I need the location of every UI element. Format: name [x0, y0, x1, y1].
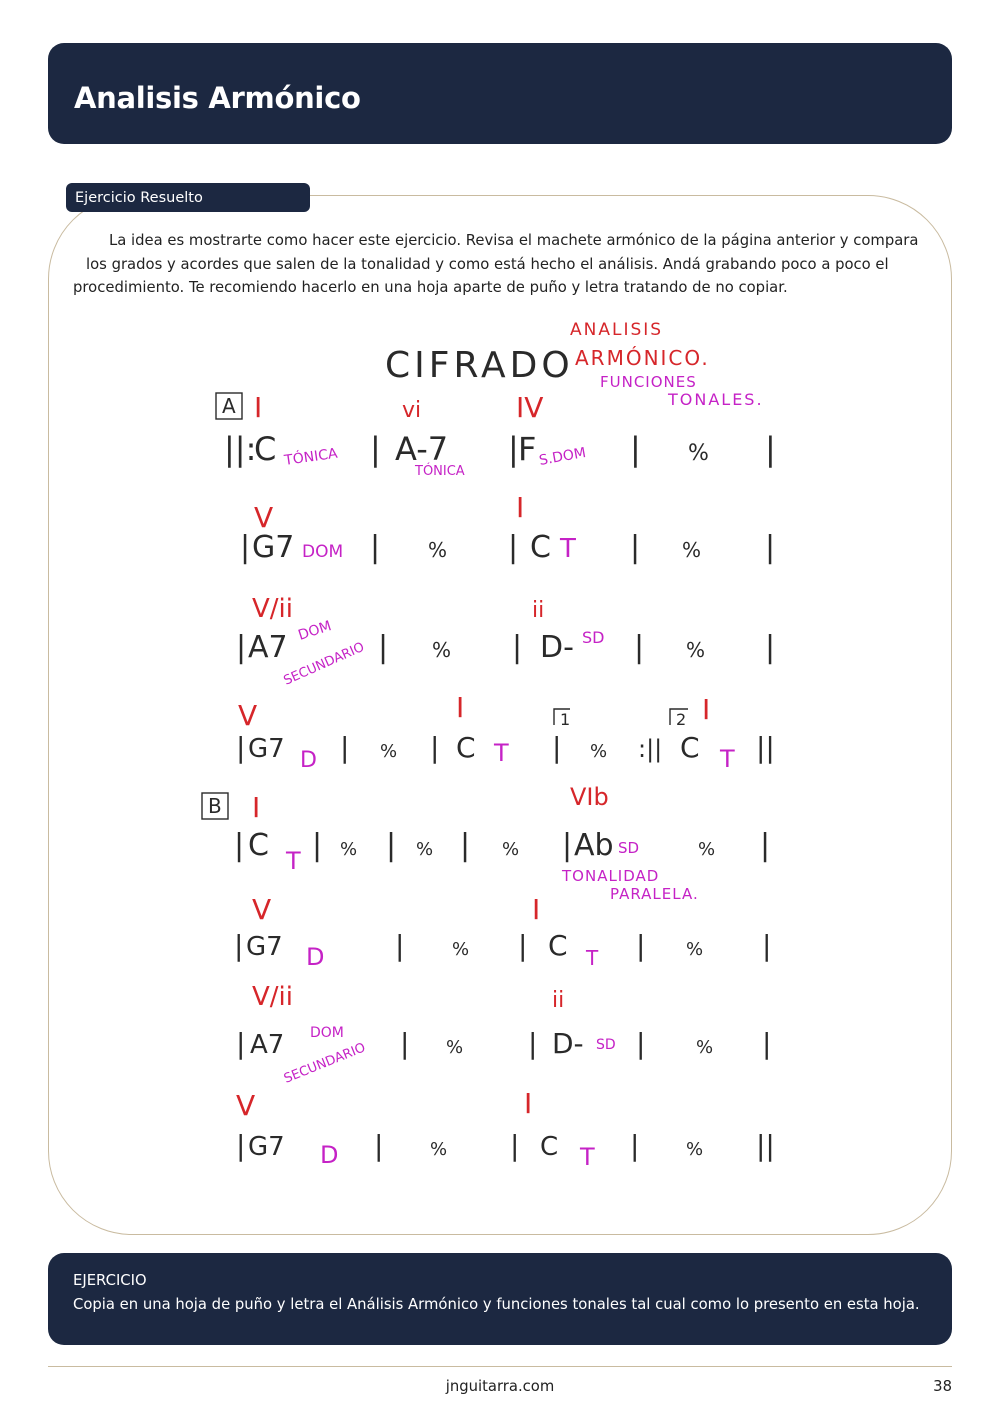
chord-g7: G7: [248, 734, 285, 764]
degree-i: I: [516, 491, 525, 524]
degree-v-of-ii: V/ii: [252, 982, 293, 1012]
degree-i: I: [254, 391, 263, 424]
chord-dm: D-: [540, 630, 574, 665]
degree-ii: ii: [532, 598, 545, 623]
function-sdom: S.DOM: [537, 444, 588, 469]
simile: %: [432, 638, 452, 662]
barline: |: [765, 530, 776, 565]
chord-c: C: [540, 1132, 559, 1162]
simile: %: [688, 441, 709, 466]
barline: |: [312, 828, 323, 863]
barline: |: [370, 430, 381, 468]
barline: |: [762, 1027, 772, 1060]
barline: |: [236, 1129, 246, 1162]
page-title: Analisis Armónico: [74, 81, 361, 115]
degree-i: I: [252, 791, 261, 824]
chord-g7: G7: [248, 1132, 285, 1162]
degree-bvi: VIb: [570, 783, 609, 811]
page-header: [48, 43, 952, 144]
sheet-title: CIFRADO: [385, 345, 574, 386]
section-tab: [66, 183, 310, 212]
barline: |: [374, 1129, 384, 1162]
barline: |: [518, 929, 528, 962]
barline: |: [400, 1027, 410, 1060]
exercise-title: EJERCICIO: [73, 1272, 147, 1289]
barline: |: [636, 929, 646, 962]
barline: |: [395, 929, 405, 962]
barline: |: [430, 731, 440, 764]
exercise-text: Copia en una hoja de puño y letra el Análisis Armónico y funciones tonales tal cual como lo presento en esta hoja.: [73, 1296, 920, 1313]
section-tab-label: Ejercicio Resuelto: [75, 190, 203, 206]
chord-am7: A-7: [395, 430, 449, 468]
function-t: T: [586, 946, 599, 970]
degree-v: V: [236, 1089, 256, 1122]
function-t: T: [560, 534, 576, 564]
barline: |: [386, 828, 397, 863]
simile: %: [696, 1037, 714, 1058]
chord-c: C: [530, 530, 551, 565]
chord-c: C: [680, 731, 700, 764]
barline: |: [634, 630, 645, 665]
function-tonica: TÓNICA: [283, 445, 339, 469]
simile: %: [682, 538, 702, 562]
function-sd: SD: [596, 1037, 616, 1053]
chord-c: C: [254, 430, 277, 468]
function-t: T: [720, 745, 735, 773]
function-t: T: [494, 739, 509, 767]
simile: %: [428, 538, 448, 562]
barline: |: [234, 929, 244, 962]
simile: %: [590, 741, 608, 762]
chord-g7: G7: [246, 932, 283, 962]
barline: |: [240, 530, 251, 565]
function-tonalidad: TONALIDAD: [562, 867, 660, 885]
handwritten-analysis: [190, 305, 810, 1185]
function-dom-secondary: DOM: [310, 1025, 344, 1041]
degree-ii: ii: [552, 988, 565, 1013]
barline: |: [236, 1027, 246, 1060]
simile: %: [380, 741, 398, 762]
function-d: D: [306, 943, 325, 971]
repeat-end: :||: [638, 735, 663, 763]
barline: |: [340, 731, 350, 764]
simile: %: [446, 1037, 464, 1058]
degree-vi: vi: [402, 398, 422, 423]
barline: |: [528, 1027, 538, 1060]
footer-divider: [48, 1366, 952, 1367]
intro-line-3: procedimiento. Te recomiendo hacerlo en una hoja aparte de puño y letra tratando de no copiar.: [73, 279, 788, 296]
barline: |: [460, 828, 471, 863]
ending-2-label: 2: [676, 710, 687, 729]
function-sd: SD: [582, 628, 605, 647]
function-secundario: SECUNDARIO: [281, 639, 367, 689]
simile: %: [430, 1139, 448, 1160]
barline: |: [508, 430, 519, 468]
chord-c: C: [456, 731, 476, 764]
function-dom: DOM: [302, 542, 344, 562]
degree-iv: IV: [516, 391, 544, 424]
barline: |: [512, 630, 523, 665]
section-a-label: A: [222, 394, 236, 418]
chord-ab: Ab: [574, 828, 614, 863]
sheet-heading-funciones: FUNCIONES: [600, 373, 697, 391]
ending-1-label: 1: [560, 710, 571, 729]
final-barline: ||: [756, 1129, 775, 1162]
repeat-start: ||:: [224, 430, 257, 468]
barline: |: [510, 1129, 520, 1162]
function-tonica: TÓNICA: [415, 464, 465, 479]
barline: |: [508, 530, 519, 565]
degree-i: I: [702, 693, 711, 726]
section-b-label: B: [208, 794, 222, 818]
degree-i: I: [532, 893, 541, 926]
function-d: D: [300, 748, 317, 773]
barline: |: [378, 630, 389, 665]
barline: |: [630, 430, 641, 468]
barline: |: [236, 731, 246, 764]
barline: |: [236, 630, 247, 665]
chord-a7: A7: [250, 1030, 285, 1060]
barline: |: [760, 828, 771, 863]
degree-v-of-ii: V/ii: [252, 594, 293, 624]
exercise-box: [48, 1253, 952, 1345]
simile: %: [452, 939, 470, 960]
simile: %: [340, 839, 358, 860]
degree-i: I: [524, 1087, 533, 1120]
simile: %: [698, 839, 716, 860]
final-barline: ||: [756, 731, 775, 764]
degree-v: V: [252, 893, 272, 926]
function-sd: SD: [618, 839, 640, 857]
barline: |: [562, 828, 573, 863]
simile: %: [686, 939, 704, 960]
page-number: 38: [933, 1378, 952, 1395]
barline: |: [762, 929, 772, 962]
intro-line-1: La idea es mostrarte como hacer este ejercicio. Revisa el machete armónico de la página anterior y compara: [109, 232, 919, 249]
sheet-heading-armonico: ARMÓNICO.: [575, 346, 710, 370]
simile: %: [686, 638, 706, 662]
barline: |: [765, 430, 776, 468]
simile: %: [502, 839, 520, 860]
function-t: T: [580, 1143, 595, 1171]
chord-c: C: [248, 828, 269, 863]
intro-paragraph: [73, 229, 933, 300]
function-t: T: [286, 847, 301, 875]
simile: %: [686, 1139, 704, 1160]
simile: %: [416, 839, 434, 860]
sheet-heading-tonales: TONALES.: [668, 390, 764, 409]
barline: |: [630, 530, 641, 565]
barline: |: [630, 1129, 640, 1162]
chord-g7: G7: [252, 530, 295, 565]
chord-f: F: [518, 430, 537, 468]
chord-c: C: [548, 929, 568, 962]
barline: |: [765, 630, 776, 665]
chord-a7: A7: [248, 630, 288, 665]
handwritten-sheet: [190, 305, 810, 1185]
degree-i: I: [456, 691, 465, 724]
degree-v: V: [254, 501, 274, 534]
function-d: D: [320, 1141, 339, 1169]
function-secundario: SECUNDARIO: [281, 1040, 368, 1087]
barline: |: [636, 1027, 646, 1060]
footer-site: jnguitarra.com: [445, 1378, 555, 1395]
barline: |: [234, 828, 245, 863]
intro-line-2: los grados y acordes que salen de la tonalidad y como está hecho el análisis. Andá grabando poco a poco el: [86, 255, 889, 273]
barline: |: [552, 731, 562, 764]
function-paralela: PARALELA.: [610, 885, 699, 903]
chord-dm: D-: [552, 1027, 584, 1060]
degree-v: V: [238, 699, 258, 732]
barline: |: [370, 530, 381, 565]
function-dom-secondary: DOM: [296, 618, 334, 644]
sheet-heading-analisis: ANALISIS: [570, 320, 664, 340]
